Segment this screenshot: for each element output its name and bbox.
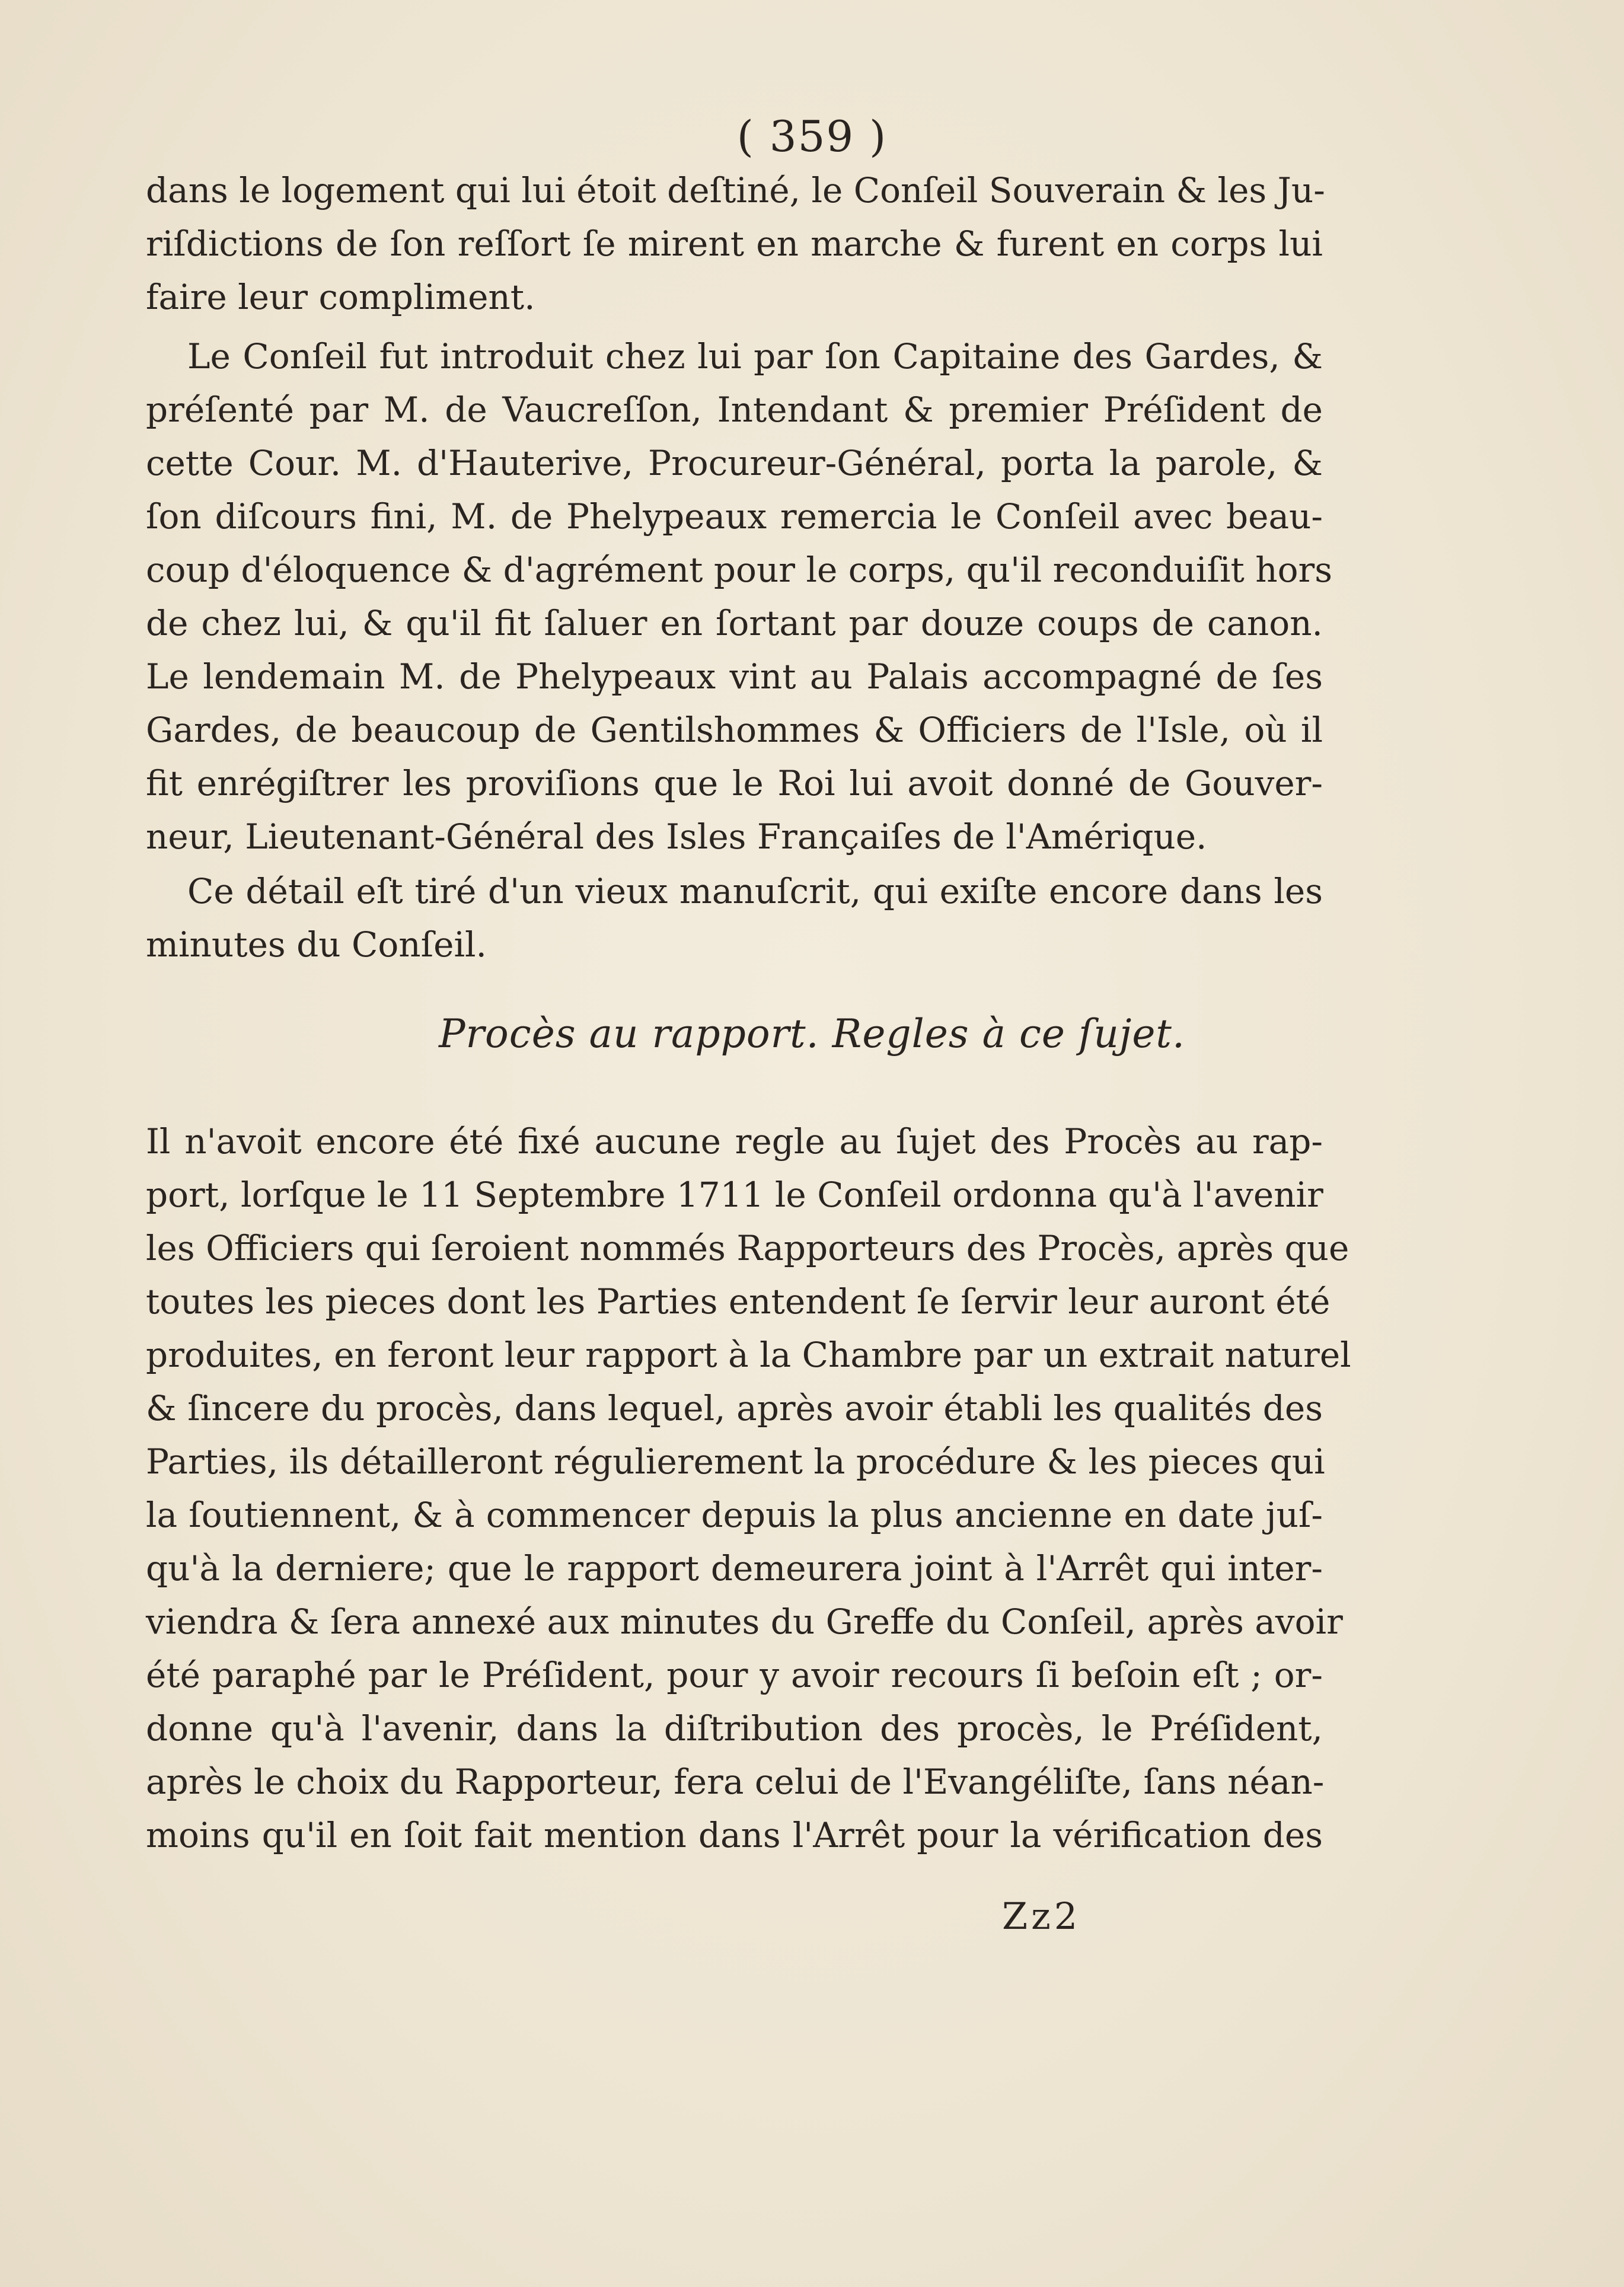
text-line: après le choix du Rapporteur, fera celui de l'Evangéliſte, ſans néan- bbox=[146, 1762, 1325, 1802]
text-line: la ſoutiennent, & à commencer depuis la plus ancienne en date juſ- bbox=[146, 1495, 1323, 1535]
signature-mark: Zz2 bbox=[1002, 1894, 1081, 1938]
text-line: viendra & ſera annexé aux minutes du Greffe du Conſeil, après avoir bbox=[146, 1602, 1343, 1642]
text-line: toutes les pieces dont les Parties entendent ſe ſervir leur auront été bbox=[146, 1281, 1331, 1322]
text-line: Ce détail eſt tiré d'un vieux manuſcrit, qui exiſte encore dans les bbox=[187, 871, 1323, 911]
section-heading: Procès au rapport. Regles à ce ſujet. bbox=[439, 1011, 1185, 1057]
text-line: ſon diſcours fini, M. de Phelypeaux remercia le Conſeil avec beau- bbox=[146, 496, 1323, 537]
text-line: Parties, ils détailleront régulierement la procédure & les pieces qui bbox=[146, 1441, 1325, 1482]
text-line: fit enrégiſtrer les proviſions que le Roi lui avoit donné de Gouver- bbox=[146, 763, 1323, 803]
paragraph-proces-rapport bbox=[146, 1115, 1351, 1862]
paragraph-phelypeaux bbox=[146, 330, 1332, 863]
text-line: Le Conſeil fut introduit chez lui par ſon Capitaine des Gardes, & bbox=[187, 336, 1323, 377]
text-line: préſenté par M. de Vaucreſſon, Intendant & premier Préſident de bbox=[146, 390, 1323, 430]
text-line: Gardes, de beaucoup de Gentilshommes & Officiers de l'Isle, où il bbox=[146, 710, 1323, 750]
text-line: qu'à la derniere; que le rapport demeurera joint à l'Arrêt qui inter- bbox=[146, 1548, 1323, 1589]
text-line: été paraphé par le Préſident, pour y avoir recours ſi beſoin eſt ; or- bbox=[146, 1655, 1323, 1695]
text-line: les Officiers qui ſeroient nommés Rapporteurs des Procès, après que bbox=[146, 1228, 1349, 1268]
page-number: ( 359 ) bbox=[736, 111, 888, 161]
paragraph-manuscript bbox=[146, 865, 1323, 971]
text-line: & ſincere du procès, dans lequel, après avoir établi les qualités des bbox=[146, 1388, 1323, 1428]
text-line: dans le logement qui lui étoit deſtiné, le Conſeil Souverain & les Ju- bbox=[146, 170, 1325, 210]
text-line: cette Cour. M. d'Hauterive, Procureur-Général, porta la parole, & bbox=[146, 443, 1323, 483]
text-line: Il n'avoit encore été fixé aucune regle au ſujet des Procès au rap- bbox=[146, 1121, 1323, 1162]
text-line: de chez lui, & qu'il fit ſaluer en ſortant par douze coups de canon. bbox=[146, 603, 1323, 643]
paragraph-continuation bbox=[146, 164, 1323, 324]
text-line: minutes du Conſeil. bbox=[146, 924, 487, 965]
text-line: produites, en feront leur rapport à la Chambre par un extrait naturel bbox=[146, 1335, 1351, 1375]
text-line: coup d'éloquence & d'agrément pour le corps, qu'il reconduiſit hors bbox=[146, 550, 1332, 590]
text-line: faire leur compliment. bbox=[146, 277, 535, 317]
text-line: neur, Lieutenant-Général des Isles Françaiſes de l'Amérique. bbox=[146, 816, 1207, 857]
text-line: moins qu'il en ſoit fait mention dans l'Arrêt pour la vérification des bbox=[146, 1815, 1323, 1855]
text-line: Le lendemain M. de Phelypeaux vint au Palais accompagné de ſes bbox=[146, 656, 1323, 697]
text-line: donne qu'à l'avenir, dans la diſtribution des procès, le Préſident, bbox=[146, 1708, 1323, 1749]
text-line: port, lorſque le 11 Septembre 1711 le Conſeil ordonna qu'à l'avenir bbox=[146, 1175, 1323, 1215]
text-line: riſdictions de ſon reſſort ſe mirent en marche & furent en corps lui bbox=[146, 224, 1323, 264]
